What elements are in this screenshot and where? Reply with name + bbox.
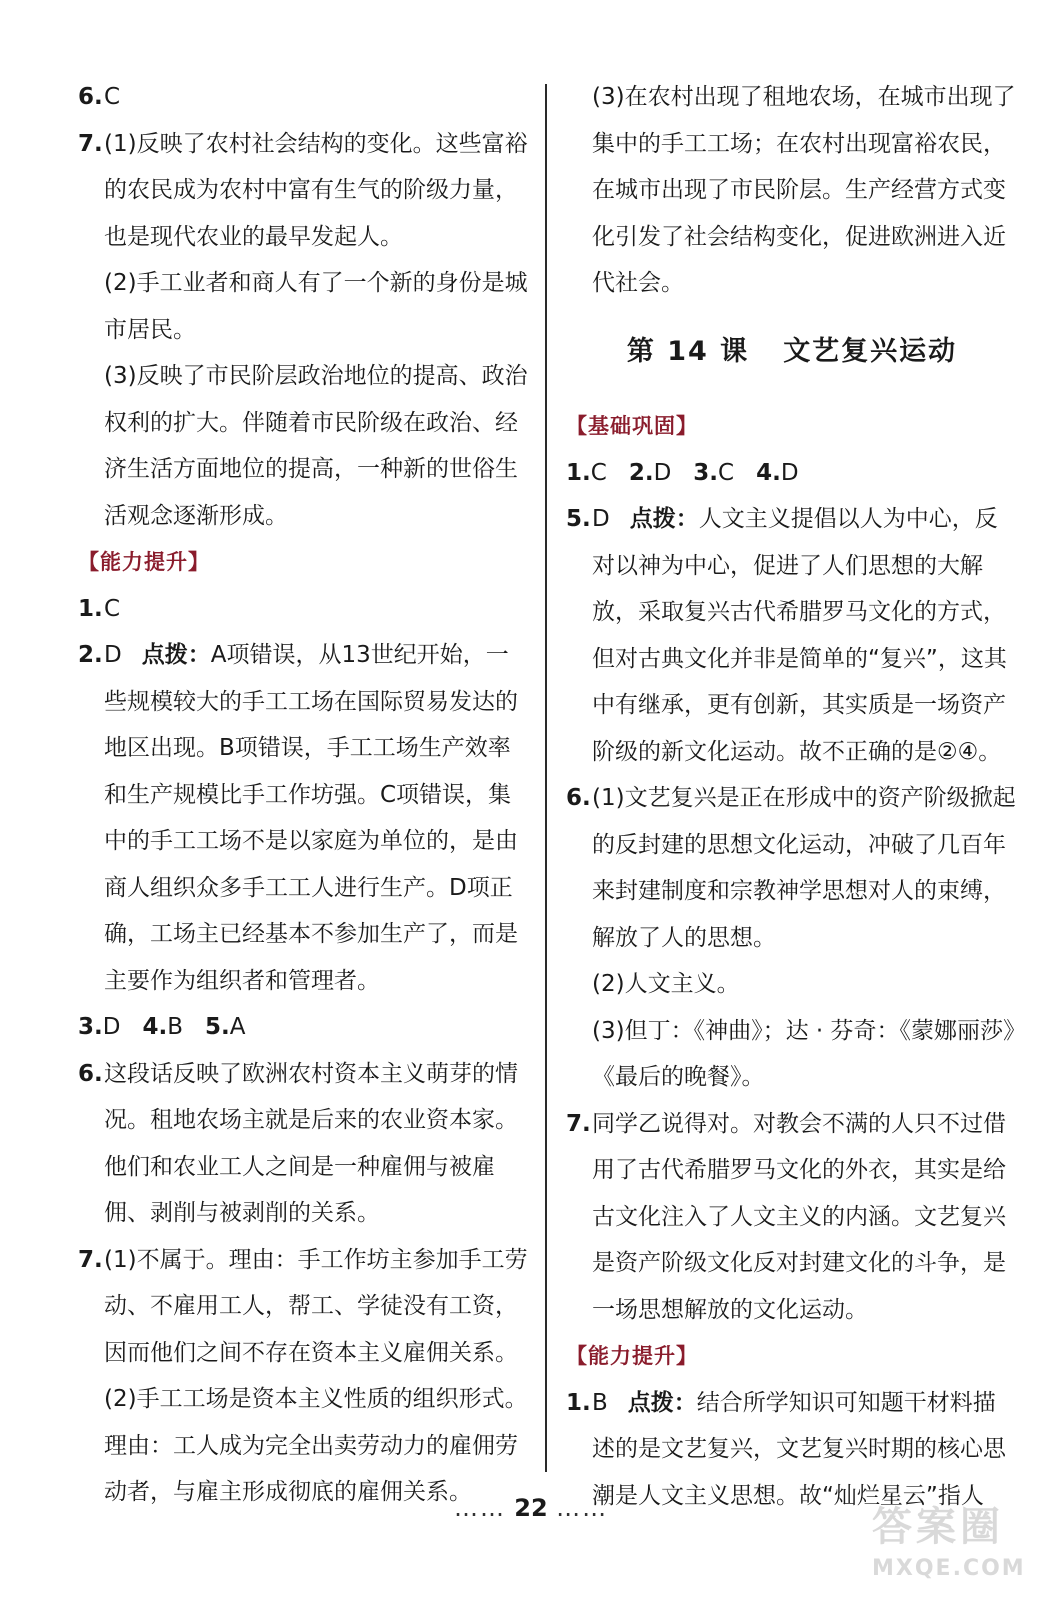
answer-item-2 (78, 632, 530, 1004)
answer-item-6r (566, 775, 1018, 961)
sub-answer-2r: (2)人文主义。 (592, 971, 740, 997)
sub-answer-3: (3)反映了市民阶层政治地位的提高、政治权利的扩大。伴随着市民阶级在政治、经济生活方面地位的提高，一种新的世俗生活观念逐渐形成。 (104, 363, 528, 529)
section-heading-ability: 【能力提升】 (78, 550, 210, 574)
answer-4: 4.B (142, 1014, 183, 1040)
hint-text: 结合所学知识可知题干材料描述的是文艺复兴，文艺复兴时期的核心思潮是人文主义思想。故“灿烂星云”指人 (592, 1389, 1006, 1509)
answer-3: 3.C (693, 459, 735, 486)
answer-1: 1.C (566, 459, 607, 486)
item-number: 2. (78, 642, 103, 668)
watermark-logo-text: 答案圈 (872, 1504, 1004, 1550)
item-number: 6. (566, 785, 591, 811)
item-number: 5. (566, 506, 591, 532)
item-text (78, 632, 530, 1004)
answer-row-1-4 (566, 450, 1018, 497)
answer-2: 2.D (628, 459, 672, 486)
item-text: (1)文艺复兴是正在形成中的资产阶级掀起的反封建的思想文化运动，冲破了几百年来封建制度和宗教神学思想对人的束缚，解放了人的思想。 (592, 785, 1016, 951)
item-text: C (104, 84, 121, 110)
item-text: 这段话反映了欧洲农村资本主义萌芽的情况。租地农场主就是后来的农业资本家。他们和农业工人之间是一种雇佣与被雇佣、剥削与被剥削的关系。 (104, 1060, 518, 1226)
answer-item-7b (78, 1237, 530, 1377)
footer-dots-left: …… (453, 1494, 506, 1522)
sub-answer-continued: (3)在农村出现了租地农场，在城市出现了集中的手工工场；在农村出现富裕农民，在城市出现了市民阶层。生产经营方式变化引发了社会结构变化，促进欧洲进入近代社会。 (592, 84, 1016, 296)
item-number: 1. (78, 595, 103, 622)
hint-text: 人文主义提倡以人为中心，反对以神为中心，促进了人们思想的大解放，采取复兴古代希腊罗马文化的方式，但对古典文化并非是简单的“复兴”，这其中有继承，更有创新，其实质是一场资产阶级的新文化运动。故不正确的是②④。 (592, 506, 1007, 765)
hint-label: 点拨： (627, 1389, 697, 1416)
item-number: 7. (78, 130, 103, 157)
answer-item-7 (78, 121, 530, 261)
item-number: 6. (78, 84, 103, 110)
right-column (566, 74, 1018, 1519)
sub-answer-2: (2)手工业者和商人有了一个新的身份是城市居民。 (104, 270, 528, 343)
answer-letter: D (104, 642, 122, 668)
item-text: C (104, 595, 121, 622)
left-column (78, 74, 530, 1516)
answer-item-7r (566, 1101, 1018, 1334)
answer-row-3-5 (78, 1004, 530, 1051)
section-heading-ability-r: 【能力提升】 (566, 1344, 698, 1368)
lesson-name: 文艺复兴运动 (783, 335, 958, 367)
hint-label: 点拨： (141, 642, 211, 668)
section-heading-basic: 【基础巩固】 (566, 414, 698, 438)
item-number: 7. (78, 1246, 103, 1273)
item-number: 6. (78, 1060, 103, 1087)
sub-answer-3r: (3)但丁：《神曲》；达 · 芬奇：《蒙娜丽莎》《最后的晚餐》。 (592, 1017, 1015, 1090)
sub-answer-2b: (2)手工工场是资本主义性质的组织形式。理由：工人成为完全出卖劳动力的雇佣劳动者，与雇主形成彻底的雇佣关系。 (104, 1386, 528, 1505)
footer-dots-right: …… (556, 1494, 609, 1522)
answer-4: 4.D (756, 459, 799, 486)
lesson-title (566, 329, 1018, 376)
hint-text: A项错误，从13世纪开始，一些规模较大的手工工场在国际贸易发达的地区出现。B项错误，手工工场生产效率和生产规模比手工作坊强。C项错误，集中的手工工场不是以家庭为单位的，是由商人组织众多手工工人进行生产。D项正确，工场主已经基本不参加生产了，而是主要作为组织者和管理者。 (104, 642, 518, 994)
answer-item-6 (78, 74, 530, 121)
answer-item-5 (566, 496, 1018, 775)
item-text: (1)反映了农村社会结构的变化。这些富裕的农民成为农村中富有生气的阶级力量，也是现代农业的最早发起人。 (104, 130, 528, 250)
page-number: 22 (514, 1494, 548, 1522)
answer-item-6b (78, 1051, 530, 1237)
answer-letter: D (592, 506, 610, 532)
answer-3: 3.D (78, 1014, 121, 1040)
answer-item-1 (78, 586, 530, 633)
item-text (566, 496, 1018, 775)
site-watermark (872, 1500, 1042, 1592)
item-number: 7. (566, 1110, 591, 1137)
item-text: (1)不属于。理由：手工作坊主参加手工劳动、不雇用工人，帮工、学徒没有工资，因而他们之间不存在资本主义雇佣关系。 (104, 1246, 528, 1366)
column-divider (545, 84, 547, 1472)
answer-5: 5.A (205, 1014, 246, 1040)
watermark-domain: MXQE.COM (872, 1556, 1026, 1581)
lesson-number: 第 14 课 (626, 335, 750, 367)
item-number: 1. (566, 1389, 591, 1416)
item-text: 同学乙说得对。对教会不满的人只不过借用了古代希腊罗马文化的外衣，其实是给古文化注入了人文主义的内涵。文艺复兴是资产阶级文化反对封建文化的斗争，是一场思想解放的文化运动。 (592, 1110, 1006, 1323)
hint-label: 点拨： (629, 506, 699, 532)
answer-letter: B (592, 1389, 608, 1416)
